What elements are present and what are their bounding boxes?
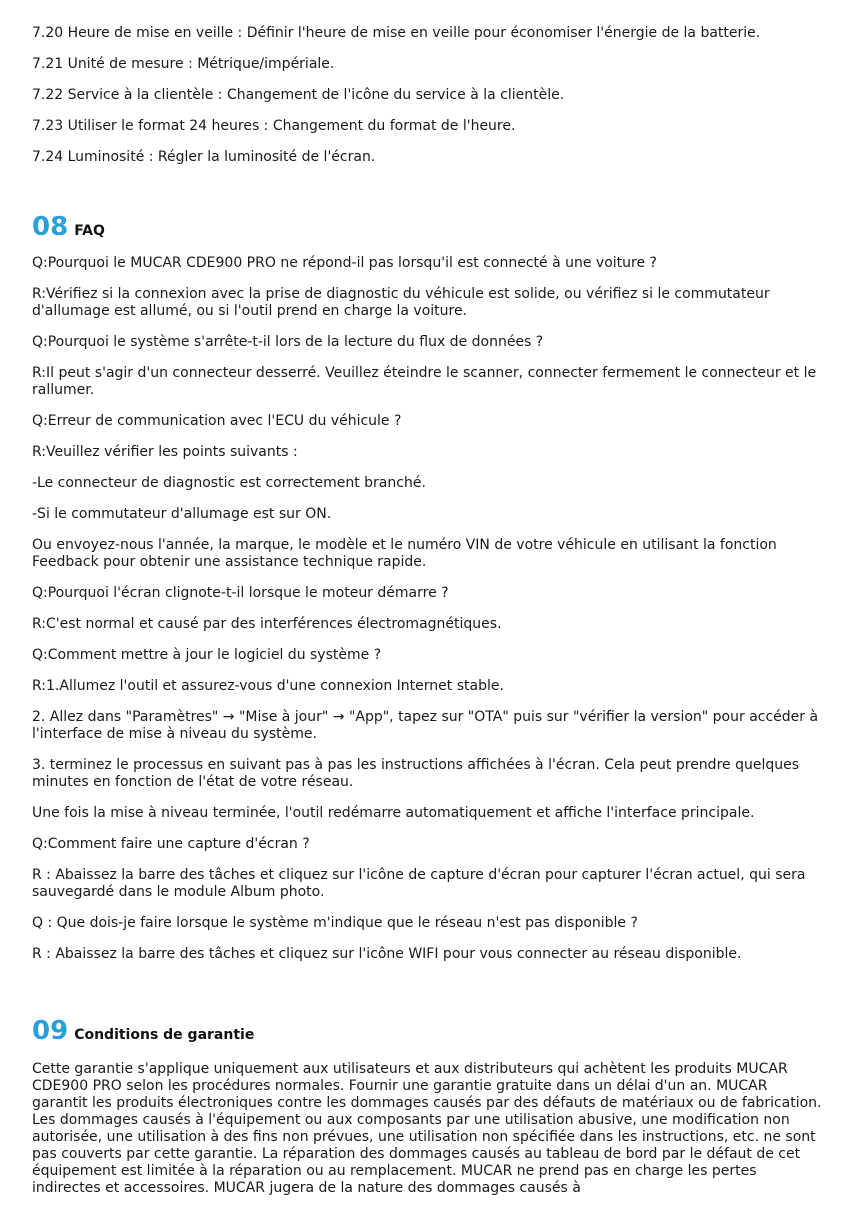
warranty-section-number: 09 xyxy=(32,1016,69,1046)
faq-item: Ou envoyez-nous l'année, la marque, le modèle et le numéro VIN de votre véhicule en utilisant la fonction Feedback pour obtenir une assistance technique rapide. xyxy=(32,537,777,570)
faq-list xyxy=(32,241,832,963)
faq-item: R:C'est normal et causé par des interférences électromagnétiques. xyxy=(32,616,502,632)
faq-item: -Si le commutateur d'allumage est sur ON. xyxy=(32,506,332,522)
faq-item: R:Il peut s'agir d'un connecteur desserré. Veuillez éteindre le scanner, connecter fermement le connecteur et le rallumer. xyxy=(32,365,817,398)
faq-heading xyxy=(32,212,105,242)
faq-section-number: 08 xyxy=(32,212,69,242)
section7-item: 7.20 Heure de mise en veille : Définir l'heure de mise en veille pour économiser l'énergie de la batterie. xyxy=(32,25,761,41)
faq-item: -Le connecteur de diagnostic est correctement branché. xyxy=(32,475,426,491)
faq-item: R:Vérifiez si la connexion avec la prise de diagnostic du véhicule est solide, ou vérifiez si le commutateur d'allumage est allumé, ou si l'outil prend en charge la voiture. xyxy=(32,286,770,319)
section7-item: 7.23 Utiliser le format 24 heures : Changement du format de l'heure. xyxy=(32,118,516,134)
warranty-text: Cette garantie s'applique uniquement aux utilisateurs et aux distributeurs qui achètent les produits MUCAR CDE900 PRO selon les procédures normales. Fournir une garantie gratuite dans un délai d'un an. MUCAR garantit les produits électroniques contre les dommages causés par des défauts de matériaux ou de fabrication. Les dommages causés à l'équipement ou aux composants par une utilisation abusive, une modification non autorisée, une utilisation à des fins non prévues, une utilisation non spécifiée dans les instructions, etc. ne sont pas couverts par cette garantie. La réparation des dommages causés au tableau de bord par le défaut de cet équipement est limitée à la réparation ou au remplacement. MUCAR ne prend pas en charge les pertes indirectes et accessoires. MUCAR jugera de la nature des dommages causés à xyxy=(32,1061,822,1196)
faq-item: Une fois la mise à niveau terminée, l'outil redémarre automatiquement et affiche l'interface principale. xyxy=(32,805,755,821)
faq-item: R : Abaissez la barre des tâches et cliquez sur l'icône de capture d'écran pour capturer l'écran actuel, qui sera sauvegardé dans le module Album photo. xyxy=(32,867,806,900)
section7-item: 7.21 Unité de mesure : Métrique/impériale. xyxy=(32,56,335,72)
faq-item: R : Abaissez la barre des tâches et cliquez sur l'icône WIFI pour vous connecter au réseau disponible. xyxy=(32,946,742,962)
faq-item: R:Veuillez vérifier les points suivants : xyxy=(32,444,298,460)
warranty-section-title: Conditions de garantie xyxy=(74,1027,255,1043)
warranty-heading xyxy=(32,1016,254,1046)
section7-item: 7.22 Service à la clientèle : Changement de l'icône du service à la clientèle. xyxy=(32,87,565,103)
faq-item: Q:Pourquoi l'écran clignote-t-il lorsque le moteur démarre ? xyxy=(32,585,449,601)
faq-item: R:1.Allumez l'outil et assurez-vous d'une connexion Internet stable. xyxy=(32,678,504,694)
faq-section-title: FAQ xyxy=(74,223,105,239)
faq-item: Q:Pourquoi le système s'arrête-t-il lors de la lecture du flux de données ? xyxy=(32,334,544,350)
faq-item: Q:Pourquoi le MUCAR CDE900 PRO ne répond-il pas lorsqu'il est connecté à une voiture ? xyxy=(32,255,657,271)
section7-item: 7.24 Luminosité : Régler la luminosité de l'écran. xyxy=(32,149,376,165)
faq-item: 2. Allez dans "Paramètres" → "Mise à jour" → "App", tapez sur "OTA" puis sur "vérifier la version" pour accéder à l'interface de mise à niveau du système. xyxy=(32,709,819,742)
faq-item: 3. terminez le processus en suivant pas à pas les instructions affichées à l'écran. Cela peut prendre quelques minutes en fonction de l'état de votre réseau. xyxy=(32,757,800,790)
faq-item: Q:Erreur de communication avec l'ECU du véhicule ? xyxy=(32,413,402,429)
section7-list xyxy=(32,11,832,166)
faq-item: Q:Comment faire une capture d'écran ? xyxy=(32,836,310,852)
faq-item: Q:Comment mettre à jour le logiciel du système ? xyxy=(32,647,382,663)
faq-item: Q : Que dois-je faire lorsque le système m'indique que le réseau n'est pas disponible ? xyxy=(32,915,638,931)
